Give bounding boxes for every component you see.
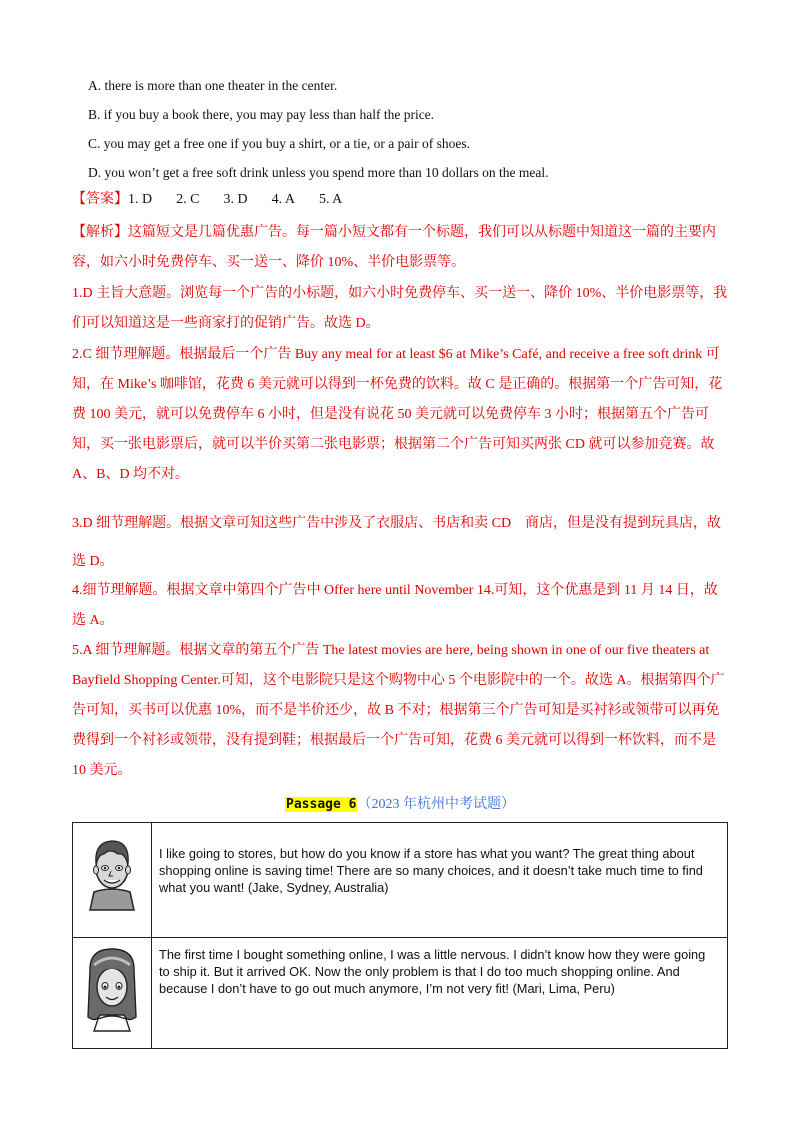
passage-label: Passage 6 [286,797,357,812]
portrait-cell [73,938,152,1049]
passage-text-cell: I like going to stores, but how do you know if a store has what you want? The great thing about shopping online is saving time! There are so many choices, and it doesn’t take much time to find what you want! (Jake, Sydney, Australia) [152,823,728,938]
option-letter: D. [88,165,102,180]
option-d [88,164,549,182]
analysis-label: 【解析】 [72,225,128,240]
option-letter: B. [88,107,101,122]
answer-item: 4. A [271,192,295,207]
passage-source: （2023 年杭州中考试题） [357,797,515,812]
analysis-q1: 1.D 主旨大意题。浏览每一个广告的小标题，如六小时免费停车、买一送一、降价 10%、半价电影票等，我们可以知道这是一些商家打的促销广告。故选 D。 [72,286,728,331]
portrait-cell [73,823,152,938]
option-text: you won’t get a free soft drink unless you spend more than 10 dollars on the meal. [104,165,549,180]
option-text: if you buy a book there, you may pay less than half the price. [103,107,435,122]
answer-line [72,190,366,210]
table-row [73,823,728,938]
answer-item: 5. A [318,192,343,207]
answer-item: 2. C [176,192,200,207]
option-letter: A. [88,78,102,93]
answer-item: 1. D [128,192,153,207]
table-row [73,938,728,1049]
option-text: you may get a free one if you buy a shirt, or a tie, or a pair of shoes. [103,136,471,151]
analysis-q3: 3.D 细节理解题。根据文章可知这些广告中涉及了衣服店、书店和卖 CD 商店，但是没有提到玩具店，故选 D。 [72,516,722,569]
option-a [88,77,337,95]
option-letter: C. [88,136,101,151]
answer-item: 3. D [223,192,248,207]
passage-table [72,822,728,1049]
girl-face-icon [74,939,150,1041]
option-text: there is more than one theater in the center. [104,78,338,93]
analysis-q4: 4.细节理解题。根据文章中第四个广告中 Offer here until November 14.可知，这个优惠是到 11 月 14 日，故选 A。 [72,583,718,628]
passage-text-cell: The first time I bought something online, I was a little nervous. I didn’t know how they were going to ship it. But it arrived OK. Now the only problem is that I do too much shopping online. And because I don’t have to go out much anymore, I’m not very fit! (Mari, Lima, Peru) [152,938,728,1049]
option-c [88,135,470,153]
boy-face-icon [74,824,150,916]
analysis-q2: 2.C 细节理解题。根据最后一个广告 Buy any meal for at least $6 at Mike’s Café, and receive a free soft drink 可知，在 Mike’s 咖啡馆，花费 6 美元就可以得到一杯免费的饮料。故 C 是正确的。根据第一个广告可知，花费 100 美元，就可以免费停车 6 小时，但是没有说花 50 美元就可以免费停车 3 小时；根据第五个广告可知，买一张电影票后，就可以半价买第二张电影票；根据第二个广告可知买两张 CD 就可以参加竞赛。故 A、B、D 均不对。 [72,347,723,482]
analysis-intro-text: 这篇短文是几篇优惠广告。每一篇小短文都有一个标题，我们可以从标题中知道这一篇的主要内容，如六小时免费停车、买一送一、降价 10%、半价电影票等。 [72,225,716,270]
passage-title [0,795,800,815]
option-b [88,106,434,124]
analysis-intro [72,218,728,278]
analysis-q5: 5.A 细节理解题。根据文章的第五个广告 The latest movies are here, being shown in one of our five theaters at Bayfield Shopping Center.可知，这个电影院只是这个购物中心 5 个电影院中的一个。故选 A。根据第四个广告可知，买书可以优惠 10%，而不是半价还少，故 B 不对；根据第三个广告可知是买衬衫或领带可以再免费得到一个衬衫或领带，没有提到鞋；根据最后一个广告可知，花费 6 美元就可以得到一杯饮料，而不是 10 美元。 [72,643,725,778]
answer-label: 【答案】 [72,192,128,207]
